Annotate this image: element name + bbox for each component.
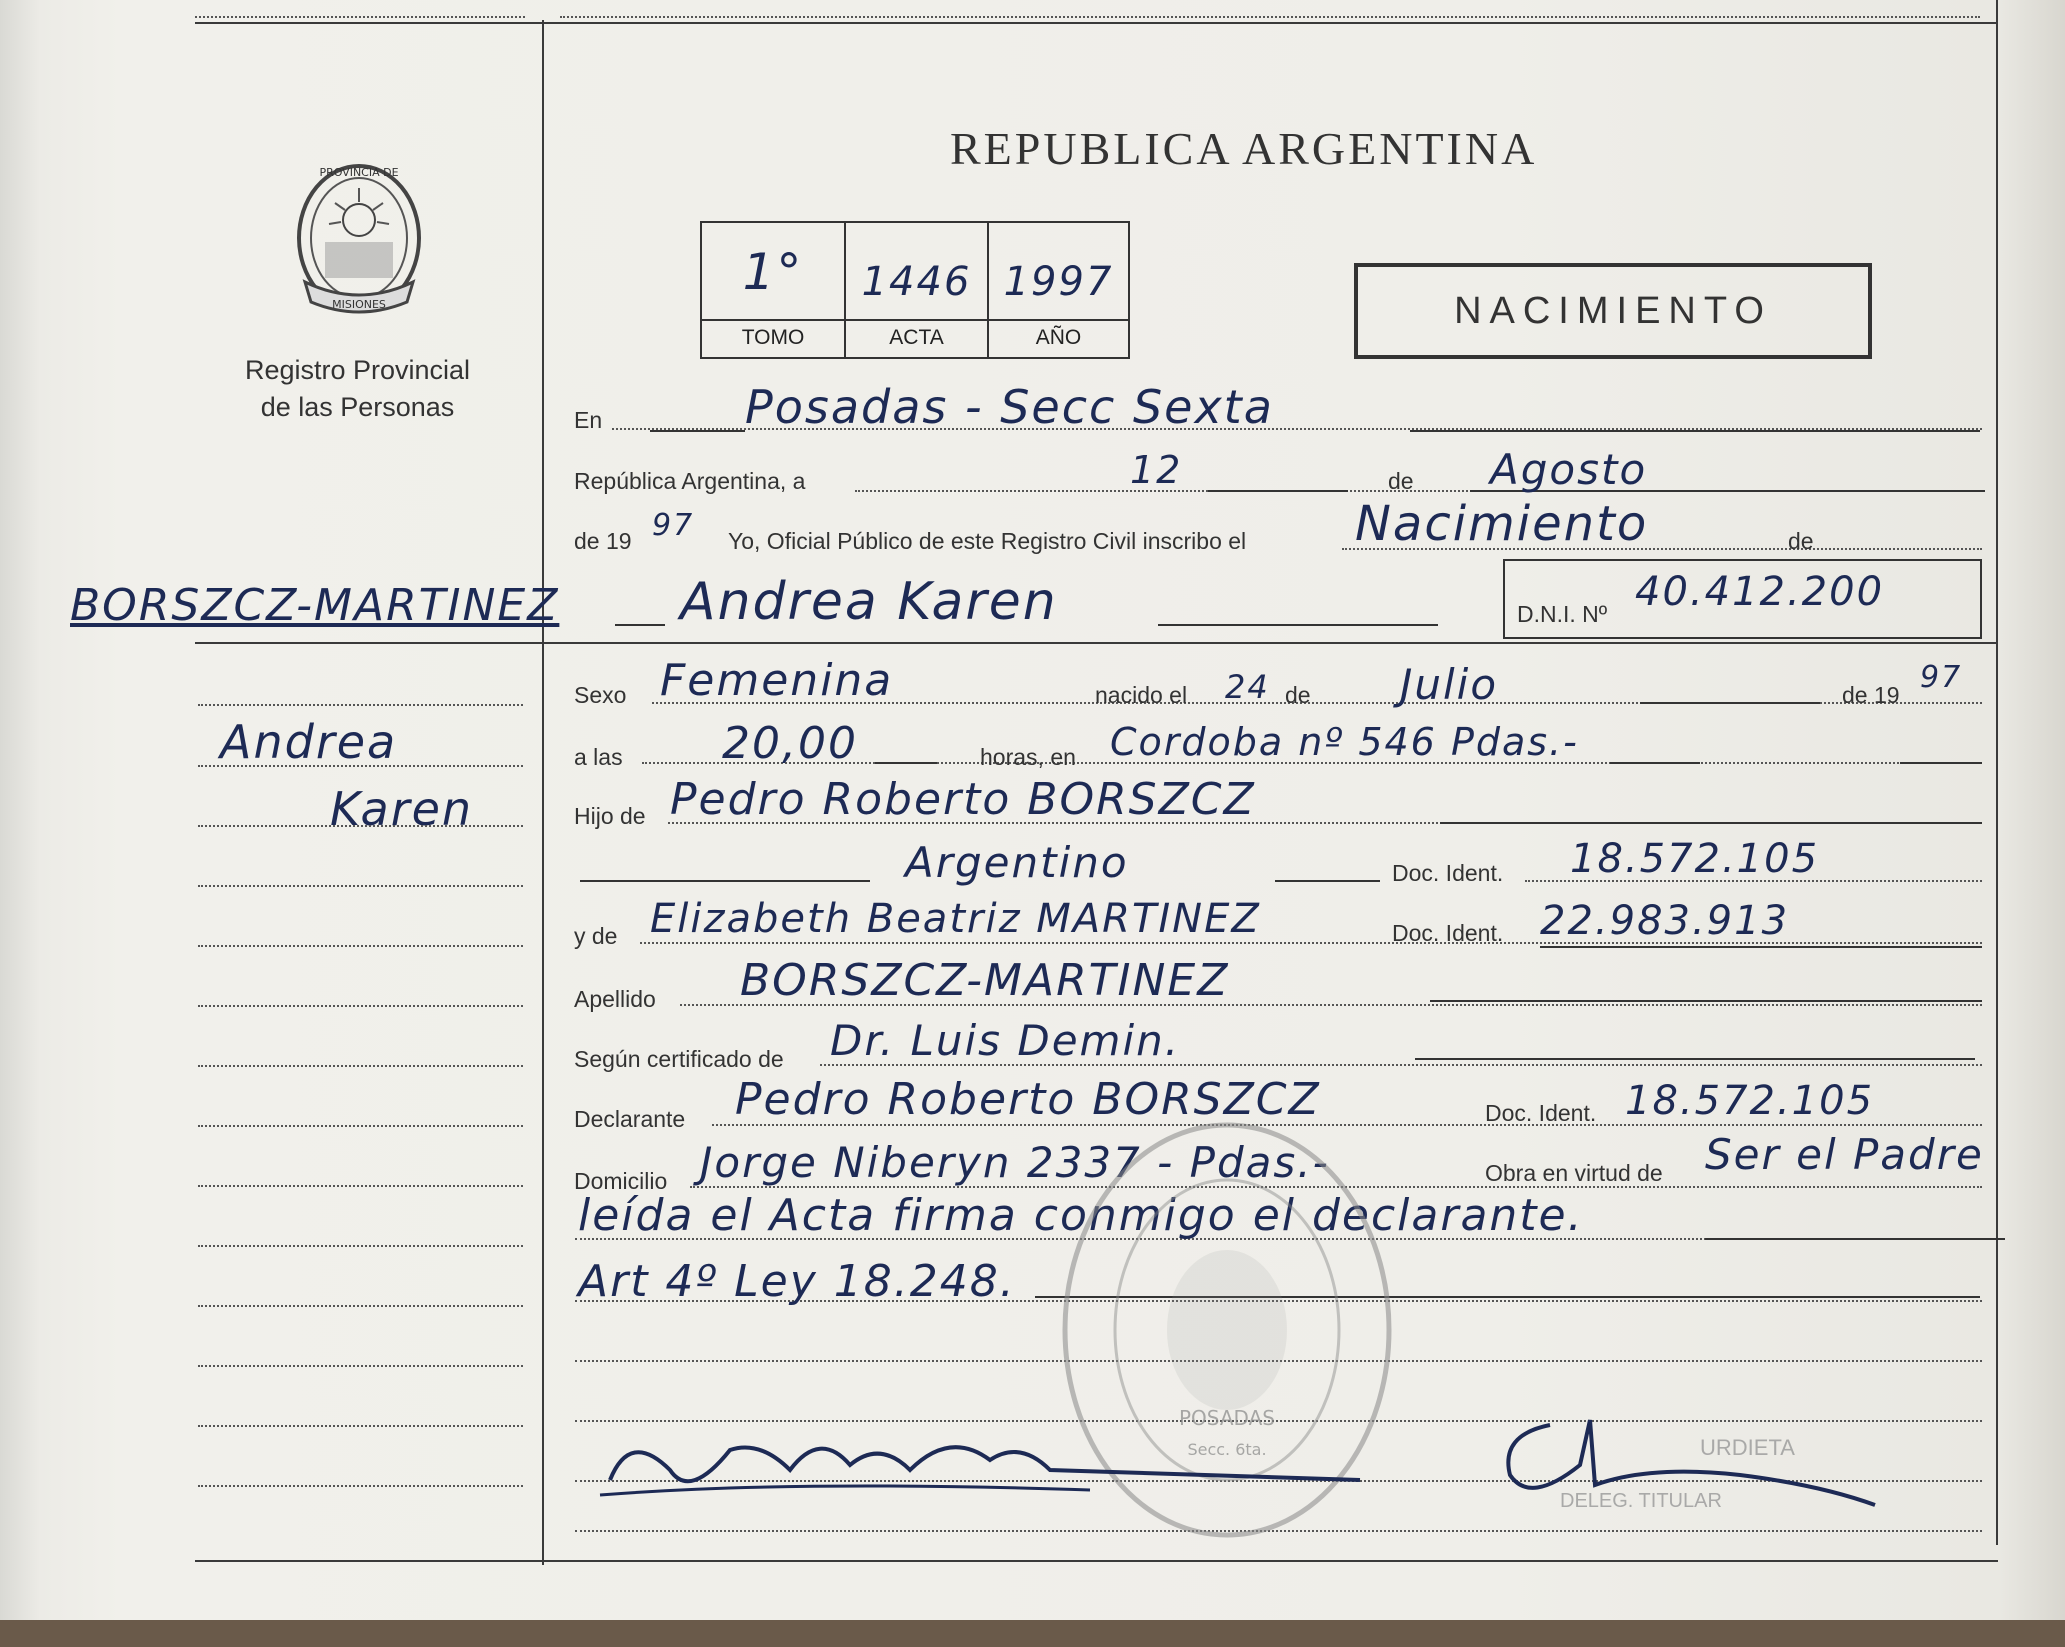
tomo-value: 1° [742, 243, 804, 301]
margin-name-line1: Andrea [220, 715, 398, 769]
registration-month: Agosto [1490, 445, 1648, 494]
label-de-persona: de [1788, 528, 1814, 554]
margin-divider [542, 20, 544, 1565]
label-declarante: Declarante [574, 1106, 686, 1132]
virtue-value: Ser el Padre [1705, 1130, 1984, 1179]
address-value: Jorge Niberyn 2337 - Pdas.- [700, 1138, 1330, 1187]
label-y-de: y de [574, 923, 618, 949]
registry-name-line2: de las Personas [260, 392, 455, 422]
seal-text-top: PROVINCIA DE [319, 166, 399, 179]
margin-name-line2: Karen [330, 782, 474, 836]
right-border [1996, 0, 1998, 1545]
label-en: En [574, 407, 603, 433]
mother-doc: 22.983.913 [1540, 898, 1790, 944]
birth-month: Julio [1400, 660, 1499, 709]
father-nationality: Argentino [905, 838, 1129, 887]
dni-value: 40.412.200 [1635, 569, 1885, 615]
label-a-las: a las [574, 744, 623, 770]
given-names: Andrea Karen [680, 572, 1058, 632]
country-title: REPUBLICA ARGENTINA [950, 123, 1538, 174]
label-hijo-de: Hijo de [574, 803, 646, 829]
declarant-signature [590, 1410, 1370, 1520]
remarks-line1: leída el Acta firma conmigo el declarante. [578, 1190, 1584, 1241]
label-horas-en: horas, en [980, 744, 1076, 770]
father-doc: 18.572.105 [1570, 836, 1820, 882]
middle-divider [195, 642, 1998, 644]
birth-day: 24 [1225, 668, 1270, 706]
stamp-section: Secc. 6ta. [1187, 1440, 1267, 1459]
label-yo-oficial-rest: Yo, Oficial Público de este Registro Civil inscribo el [728, 528, 1247, 554]
registry-name-line1: Registro Provincial [244, 355, 471, 385]
remarks-line2: Art 4º Ley 18.248. [578, 1256, 1016, 1307]
label-sexo: Sexo [574, 682, 627, 708]
act-type-value: Nacimiento [1355, 496, 1649, 552]
top-border [195, 22, 1998, 24]
label-republica: República Argentina, a [574, 468, 806, 494]
surname-margin: BORSZCZ-MARTINEZ [70, 580, 560, 631]
label-doc-ident-1: Doc. Ident. [1392, 860, 1504, 886]
mother-name: Elizabeth Beatriz MARTINEZ [650, 896, 1261, 942]
birth-place: Cordoba nº 546 Pdas.- [1110, 720, 1579, 764]
stamp-city: POSADAS [1179, 1406, 1275, 1430]
father-name: Pedro Roberto BORSZCZ [670, 774, 1256, 825]
label-de-19: de 19 [1842, 682, 1900, 708]
official-stamp-title: DELEG. TITULAR [1560, 1490, 1722, 1512]
label-domicilio: Domicilio [574, 1168, 668, 1194]
acta-value: 1446 [861, 259, 972, 305]
birth-year: 97 [1920, 660, 1963, 695]
label-de-nac: de [1285, 682, 1311, 708]
document-type-box: NACIMIENTO [1354, 263, 1872, 359]
doctor-name: Dr. Luis Demin. [830, 1016, 1181, 1065]
declarant-name: Pedro Roberto BORSZCZ [735, 1074, 1321, 1125]
ano-value: 1997 [1003, 259, 1114, 305]
top-dotted-line [195, 16, 525, 18]
birth-time: 20,00 [722, 718, 858, 769]
label-dni: D.N.I. Nº [1517, 601, 1608, 627]
place-value: Posadas - Secc Sexta [745, 380, 1274, 434]
sex-value: Femenina [660, 655, 894, 706]
label-de-mes: de [1388, 468, 1414, 494]
label-doc-ident-3: Doc. Ident. [1485, 1100, 1597, 1126]
label-nacido: nacido el [1095, 682, 1188, 708]
seal-text-bottom: MISIONES [332, 298, 386, 311]
tomo-label: TOMO [741, 326, 805, 349]
ano-label: AÑO [1035, 326, 1082, 349]
dni-box [1503, 559, 1982, 639]
registry-name [210, 352, 505, 426]
registration-day: 12 [1130, 448, 1183, 492]
bottom-border [195, 1560, 1998, 1562]
misiones-coat-of-arms [285, 158, 433, 326]
top-dotted-line-right [560, 16, 1980, 18]
label-obra-en-virtud: Obra en virtud de [1485, 1160, 1663, 1186]
declarant-doc: 18.572.105 [1625, 1078, 1875, 1124]
surname-value: BORSZCZ-MARTINEZ [740, 955, 1230, 1006]
official-stamp-text: URDIETA [1700, 1435, 1795, 1460]
label-doc-ident-2: Doc. Ident. [1392, 920, 1504, 946]
label-segun-certificado: Según certificado de [574, 1046, 784, 1072]
registration-year: 97 [652, 508, 695, 543]
label-yo-oficial: de 19 [574, 528, 632, 554]
label-apellido: Apellido [574, 986, 656, 1012]
acta-label: ACTA [889, 326, 944, 349]
record-number-table [700, 221, 1130, 359]
